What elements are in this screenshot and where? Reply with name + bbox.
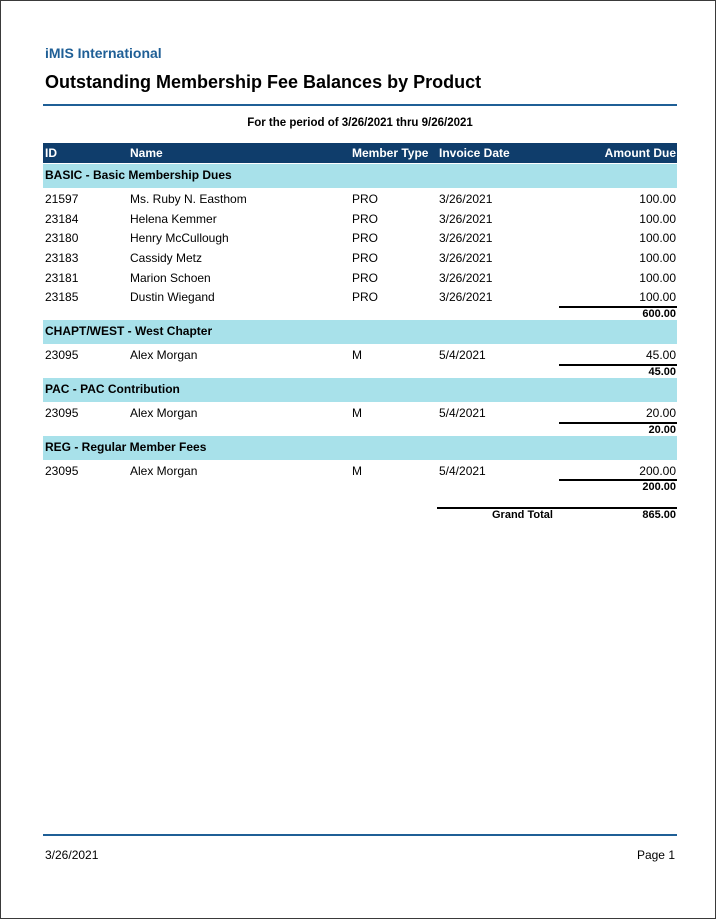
- invoice-date-cell: 3/26/2021: [439, 231, 493, 246]
- table-row: [43, 267, 677, 287]
- member-type-cell: M: [352, 463, 362, 478]
- amount-due-cell: 100.00: [639, 192, 676, 206]
- group-subtotal: [43, 306, 677, 320]
- table-row: [43, 402, 677, 422]
- member-id-cell: 21597: [45, 192, 79, 206]
- amount-due-cell: 45.00: [645, 348, 676, 363]
- amount-due-cell: 20.00: [645, 405, 676, 420]
- column-header-member-type: Member Type: [352, 146, 429, 160]
- invoice-date-cell: 3/26/2021: [439, 211, 493, 226]
- report-table-body: [43, 164, 677, 493]
- member-type-cell: M: [352, 348, 362, 363]
- member-id-cell: 23183: [45, 251, 79, 266]
- invoice-date-cell: 3/26/2021: [439, 270, 493, 285]
- group-header: [43, 320, 677, 344]
- member-name-cell: Helena Kemmer: [130, 211, 217, 226]
- column-header-id: ID: [45, 146, 57, 160]
- group-header: [43, 164, 677, 188]
- group-label: BASIC - Basic Membership Dues: [45, 168, 232, 182]
- member-type-cell: PRO: [352, 192, 379, 206]
- group-header: [43, 436, 677, 460]
- amount-due-cell: 100.00: [639, 270, 676, 285]
- invoice-date-cell: 3/26/2021: [439, 192, 493, 206]
- member-id-cell: 23180: [45, 231, 79, 246]
- group-label: CHAPT/WEST - West Chapter: [45, 324, 213, 339]
- invoice-date-cell: 3/26/2021: [439, 290, 493, 305]
- amount-due-cell: 100.00: [639, 231, 676, 246]
- subtotal-value: 200.00: [642, 481, 676, 494]
- member-id-cell: 23095: [45, 463, 79, 478]
- table-row: [43, 247, 677, 267]
- table-row: [43, 344, 677, 364]
- member-name-cell: Marion Schoen: [130, 270, 211, 285]
- column-header-name: Name: [130, 146, 163, 160]
- member-name-cell: Alex Morgan: [130, 348, 198, 363]
- grand-total-rule: [437, 507, 677, 509]
- member-name-cell: Henry McCullough: [130, 231, 229, 246]
- table-row: [43, 208, 677, 228]
- invoice-date-cell: 5/4/2021: [439, 405, 486, 420]
- member-name-cell: Dustin Wiegand: [130, 290, 215, 305]
- member-name-cell: Ms. Ruby N. Easthom: [130, 192, 247, 206]
- member-type-cell: PRO: [352, 251, 379, 266]
- organization-name: iMIS International: [45, 45, 162, 61]
- table-row: [43, 227, 677, 247]
- report-title: Outstanding Membership Fee Balances by Product: [45, 72, 482, 92]
- grand-total: [437, 507, 677, 523]
- report-period: For the period of 3/26/2021 thru 9/26/2021: [247, 117, 473, 129]
- subtotal-value: 45.00: [648, 365, 676, 378]
- invoice-date-cell: 5/4/2021: [439, 348, 486, 363]
- group-subtotal: [43, 422, 677, 436]
- member-id-cell: 23185: [45, 290, 79, 305]
- group-subtotal: [43, 479, 677, 493]
- subtotal-value: 20.00: [648, 423, 676, 436]
- member-id-cell: 23095: [45, 348, 79, 363]
- member-type-cell: PRO: [352, 290, 379, 305]
- group-label: REG - Regular Member Fees: [45, 439, 207, 454]
- subtotal-value: 600.00: [642, 308, 676, 321]
- member-type-cell: PRO: [352, 211, 379, 226]
- member-type-cell: PRO: [352, 270, 379, 285]
- amount-due-cell: 100.00: [639, 251, 676, 266]
- grand-total-label: Grand Total: [492, 509, 553, 521]
- member-name-cell: Cassidy Metz: [130, 251, 203, 266]
- amount-due-cell: 100.00: [639, 211, 676, 226]
- invoice-date-cell: 3/26/2021: [439, 251, 493, 266]
- footer-date: 3/26/2021: [45, 848, 99, 862]
- footer-divider: [43, 834, 677, 836]
- member-id-cell: 23181: [45, 270, 79, 285]
- column-header-amount-due: Amount Due: [604, 146, 676, 160]
- group-subtotal: [43, 364, 677, 378]
- amount-due-cell: 200.00: [639, 463, 676, 478]
- table-row: [43, 286, 677, 306]
- member-name-cell: Alex Morgan: [130, 463, 198, 478]
- group-label: PAC - PAC Contribution: [45, 381, 180, 396]
- invoice-date-cell: 5/4/2021: [439, 463, 486, 478]
- grand-total-value: 865.00: [642, 509, 676, 521]
- member-type-cell: PRO: [352, 231, 379, 246]
- member-id-cell: 23095: [45, 405, 79, 420]
- table-header: [43, 143, 677, 163]
- header-divider: [43, 104, 677, 106]
- footer-page-number: Page 1: [636, 848, 675, 862]
- amount-due-cell: 100.00: [639, 290, 676, 305]
- group-header: [43, 378, 677, 402]
- table-row: [43, 188, 677, 208]
- table-row: [43, 460, 677, 480]
- column-header-invoice-date: Invoice Date: [439, 146, 510, 160]
- member-id-cell: 23184: [45, 211, 79, 226]
- member-name-cell: Alex Morgan: [130, 405, 198, 420]
- member-type-cell: M: [352, 405, 362, 420]
